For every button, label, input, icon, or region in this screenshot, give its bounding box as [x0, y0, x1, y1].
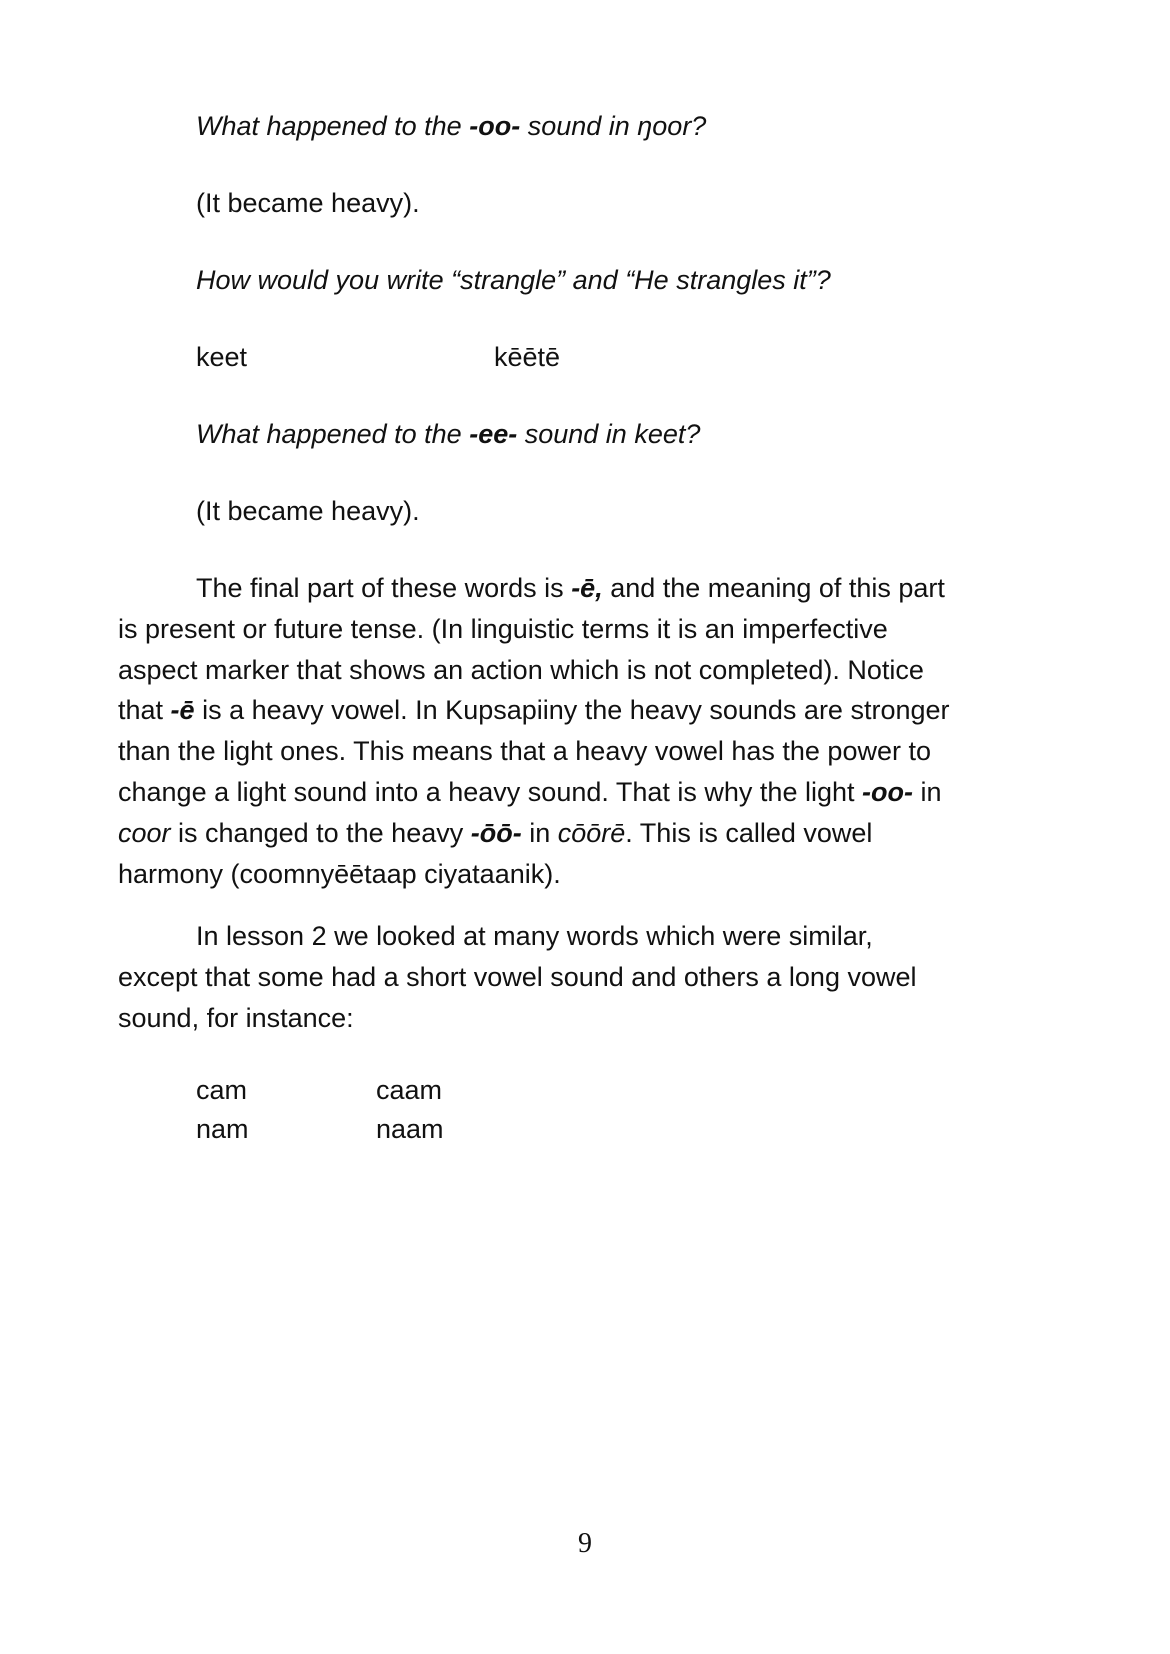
paragraph-line: aspect marker that shows an action which is not completed). Notice	[118, 654, 924, 685]
paragraph-vowel-harmony	[118, 568, 1078, 894]
question-strangle	[196, 260, 831, 300]
paragraph-line: that -ē is a heavy vowel. In Kupsapiiny the heavy sounds are stronger	[118, 695, 950, 726]
question-strangle-text: How would you write “strangle” and “He strangles it”?	[196, 265, 831, 295]
paragraph-line: change a light sound into a heavy sound. That is why the light -oo- in	[118, 776, 942, 807]
paragraph-line: except that some had a short vowel sound and others a long vowel	[118, 961, 917, 992]
page-number: 9	[578, 1528, 592, 1559]
question-bold-morpheme: -ee-	[469, 419, 518, 449]
paragraph-line: sound, for instance:	[118, 1002, 354, 1033]
question-text-pre: What happened to the	[196, 111, 470, 141]
paragraph-line: coor is changed to the heavy -ōō- in cōōrē. This is called vowel	[118, 817, 873, 848]
question-bold-morpheme: -oo-	[469, 111, 521, 141]
word-keet: keet	[196, 342, 248, 372]
question-text-post: sound in ŋoor?	[520, 111, 707, 141]
word-long-naam: naam	[376, 1114, 444, 1144]
word-long-caam: caam	[376, 1075, 443, 1105]
question-text-post: sound in keet?	[517, 419, 701, 449]
answer-became-heavy-2: (It became heavy).	[196, 496, 420, 526]
paragraph-line: harmony (coomnyēētaap ciyataanik).	[118, 858, 561, 889]
word-keete: kēētē	[494, 342, 561, 372]
word-short-cam: cam	[196, 1075, 248, 1105]
question-ee-sound	[196, 414, 700, 454]
question-oo-sound	[196, 106, 706, 146]
answer-became-heavy-1: (It became heavy).	[196, 188, 420, 218]
paragraph-lesson-2	[118, 916, 1078, 1038]
paragraph-line: is present or future tense. (In linguistic terms it is an imperfective	[118, 613, 888, 644]
word-short-nam: nam	[196, 1114, 249, 1144]
paragraph-line: In lesson 2 we looked at many words which were similar,	[196, 921, 873, 951]
question-text-pre: What happened to the	[196, 419, 470, 449]
paragraph-line: than the light ones. This means that a heavy vowel has the power to	[118, 736, 931, 767]
paragraph-line: The final part of these words is -ē, and the meaning of this part	[196, 573, 945, 603]
